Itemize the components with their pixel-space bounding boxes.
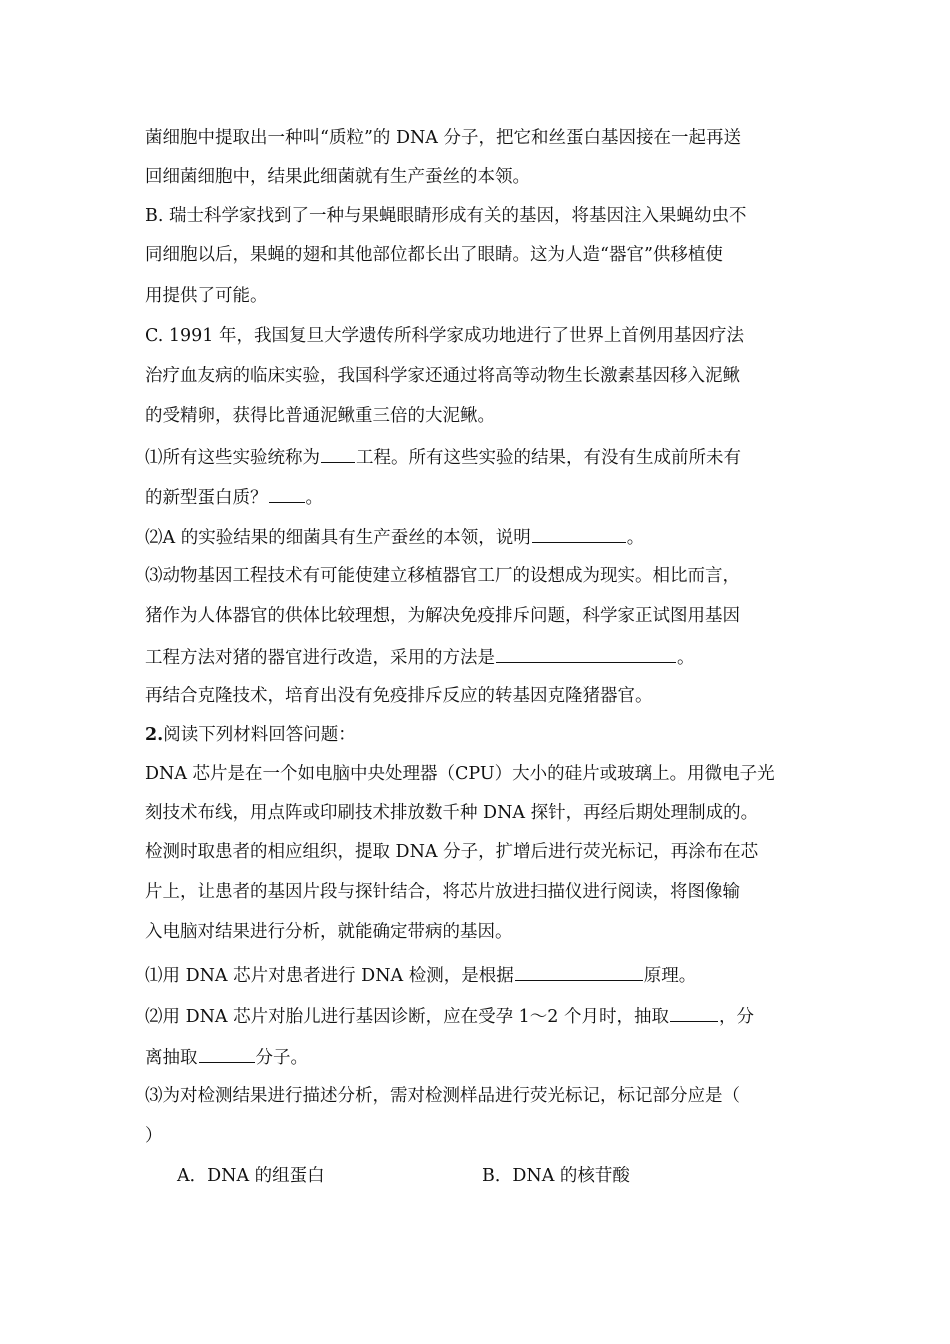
option-b[interactable]: B．DNA 的核苷酸 bbox=[482, 1166, 630, 1186]
question-2-2-cont: 离抽取 分子。 bbox=[145, 1044, 308, 1070]
question-1-2: ⑵A 的实验结果的细菌具有生产蚕丝的本领，说明 。 bbox=[145, 524, 644, 550]
question-2-heading bbox=[145, 723, 356, 747]
answer-blank[interactable] bbox=[532, 524, 626, 543]
question-1-3-method: 工程方法对猪的器官进行改造，采用的方法是 。 bbox=[145, 644, 695, 670]
question-1-3-end: 再结合克隆技术，培育出没有免疫排斥反应的转基因克隆猪器官。 bbox=[145, 686, 653, 706]
question-1-3: ⑶动物基因工程技术有可能使建立移植器官工厂的设想成为现实。相比而言， bbox=[145, 566, 740, 586]
answer-blank[interactable] bbox=[269, 484, 305, 503]
answer-blank[interactable] bbox=[496, 644, 676, 663]
question-2-3: ⑶为对检测结果进行描述分析，需对检测样品进行荧光标记，标记部分应是（ bbox=[145, 1086, 740, 1106]
text-line: 回细菌细胞中，结果此细菌就有生产蚕丝的本领。 bbox=[145, 167, 530, 187]
question-2-3-cont: ） bbox=[145, 1126, 163, 1146]
material-line: DNA 芯片是在一个如电脑中央处理器（CPU）大小的硅片或玻璃上。用微电子光 bbox=[145, 764, 775, 784]
material-line: 片上，让患者的基因片段与探针结合，将芯片放进扫描仪进行阅读，将图像输 bbox=[145, 882, 740, 902]
text-line: B. 瑞士科学家找到了一种与果蝇眼睛形成有关的基因，将基因注入果蝇幼虫不 bbox=[145, 206, 747, 226]
text-line: 用提供了可能。 bbox=[145, 286, 268, 306]
question-2-title: 阅读下列材料回答问题： bbox=[163, 725, 356, 745]
text-line: C. 1991 年，我国复旦大学遗传所科学家成功地进行了世界上首例用基因疗法 bbox=[145, 326, 744, 346]
text-line: 同细胞以后，果蝇的翅和其他部位都长出了眼睛。这为人造“器官”供移植使 bbox=[145, 245, 723, 265]
text-line: 菌细胞中提取出一种叫“质粒”的 DNA 分子，把它和丝蛋白基因接在一起再送 bbox=[145, 128, 741, 148]
material-line: 刻技术布线，用点阵或印刷技术排放数千种 DNA 探针，再经后期处理制成的。 bbox=[145, 803, 759, 823]
answer-blank[interactable] bbox=[670, 1003, 718, 1022]
question-2-1: ⑴用 DNA 芯片对患者进行 DNA 检测，是根据 原理。 bbox=[145, 962, 696, 988]
question-number: 2. bbox=[145, 725, 164, 745]
question-2-2: ⑵用 DNA 芯片对胎儿进行基因诊断，应在受孕 1～2 个月时，抽取 ，分 bbox=[145, 1003, 754, 1029]
text-line: 的受精卵，获得比普通泥鳅重三倍的大泥鳅。 bbox=[145, 406, 495, 426]
question-1-3-cont: 猪作为人体器官的供体比较理想，为解决免疫排斥问题，科学家正试图用基因 bbox=[145, 606, 740, 626]
material-line: 入电脑对结果进行分析，就能确定带病的基因。 bbox=[145, 922, 513, 942]
answer-blank[interactable] bbox=[199, 1044, 255, 1063]
question-1-1: ⑴所有这些实验统称为 工程。所有这些实验的结果，有没有生成前所未有 bbox=[145, 444, 741, 470]
answer-blank[interactable] bbox=[321, 444, 355, 463]
material-line: 检测时取患者的相应组织，提取 DNA 分子，扩增后进行荧光标记，再涂布在芯 bbox=[145, 842, 759, 862]
answer-blank[interactable] bbox=[515, 962, 643, 981]
option-a[interactable]: A．DNA 的组蛋白 bbox=[177, 1166, 325, 1186]
question-1-1-cont: 的新型蛋白质？ 。 bbox=[145, 484, 323, 510]
text-line: 治疗血友病的临床实验，我国科学家还通过将高等动物生长激素基因移入泥鳅 bbox=[145, 366, 740, 386]
